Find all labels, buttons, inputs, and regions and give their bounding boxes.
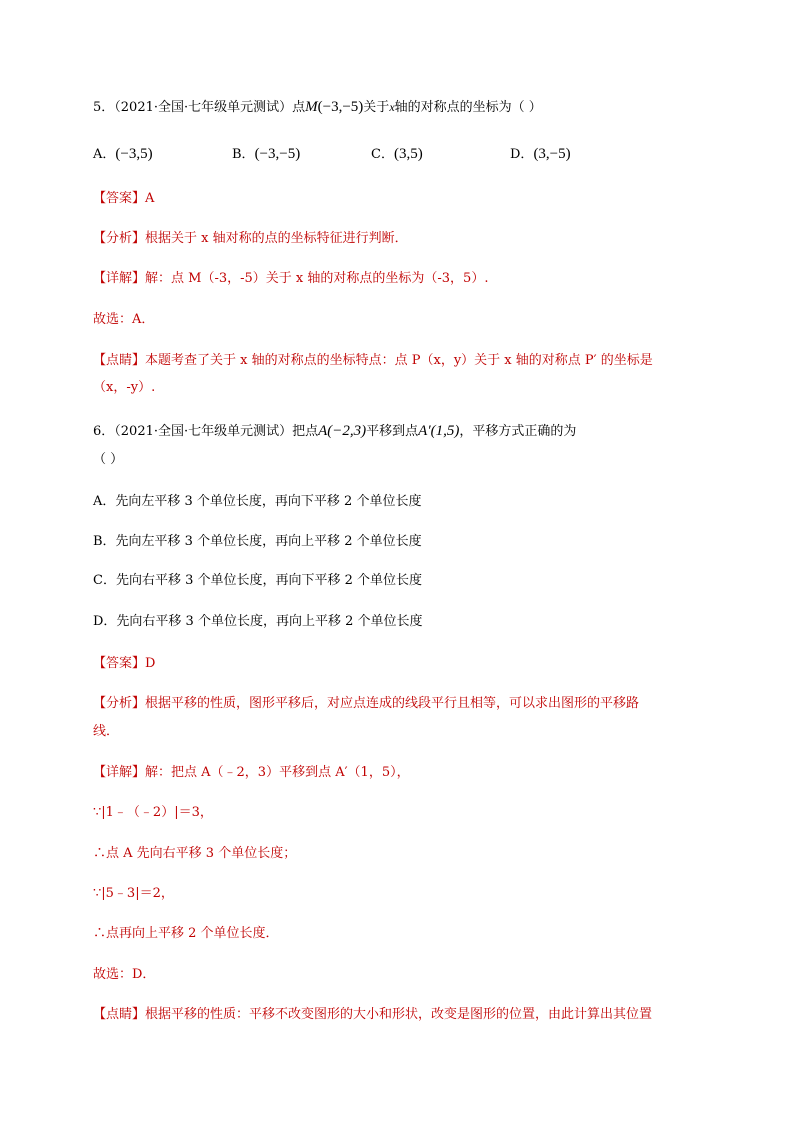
q5-option-c: C．(3,5)	[371, 146, 423, 162]
q5-option-b: B．(−3,−5)	[232, 146, 301, 162]
q5-comment-tag: 【点睛】	[93, 353, 146, 368]
q6-point-a: A(−2,3)	[318, 423, 367, 439]
q5-detail-tag: 【详解】	[93, 271, 146, 286]
q6-stem-prefix: 6．（2021·全国·七年级单元测试）把点	[93, 424, 319, 439]
q5-stem-suffix: 轴的对称点的坐标为（ ）	[394, 100, 542, 115]
q6-detail	[93, 763, 410, 783]
q5-answer-tag: 【答案】	[93, 191, 146, 206]
q6-choose: 故选：D．	[93, 967, 156, 982]
q6-stem	[93, 421, 576, 442]
q6-comment-line1: 根据平移的性质：平移不改变图形的大小和形状，改变是图形的位置，由此计算出其位置	[145, 1007, 653, 1022]
q5-option-d: D．(3,−5)	[510, 146, 571, 162]
q5-detail	[93, 269, 488, 289]
q6-option-c: C．先向右平移 3 个单位长度，再向下平移 2 个单位长度	[93, 573, 423, 588]
q5-stem-prefix: 5．（2021·全国·七年级单元测试）点	[93, 100, 306, 115]
q6-detail-line5: ∴点再向上平移 2 个单位长度．	[93, 926, 279, 941]
q5-analysis-tag: 【分析】	[93, 231, 146, 246]
q6-analysis-line1: 根据平移的性质，图形平移后，对应点连成的线段平行且相等，可以求出图形的平移路	[145, 696, 640, 711]
q6-stem-line2: （ ）	[93, 452, 124, 467]
q5-comment	[93, 351, 653, 371]
q5-stem-mid: 关于	[363, 100, 390, 115]
q6-detail-line3: ∴点 A 先向右平移 3 个单位长度；	[93, 846, 297, 861]
q6-option-d: D．先向右平移 3 个单位长度，再向上平移 2 个单位长度	[93, 614, 423, 629]
q6-detail-line2: ∵|1﹣（﹣2）|＝3，	[93, 805, 213, 820]
q6-detail-tag: 【详解】	[93, 765, 146, 780]
q6-detail-line1: 解：把点 A（﹣2，3）平移到点 A′（1，5），	[145, 765, 410, 780]
q6-option-a: A．先向左平移 3 个单位长度，再向下平移 2 个单位长度	[93, 494, 422, 509]
q5-detail-text: 解：点 M（-3，-5）关于 x 轴的对称点的坐标为（-3，5）.	[145, 271, 489, 286]
q5-point-name: M	[305, 99, 318, 115]
q6-detail-line4: ∵|5﹣3|＝2，	[93, 886, 174, 901]
q6-stem-suffix: ，平移方式正确的为	[459, 424, 577, 439]
q5-option-a: A．(−3,5)	[93, 146, 153, 162]
q5-answer	[93, 189, 154, 209]
q5-comment-line2: （x，-y）.	[93, 380, 156, 395]
q6-analysis-tag: 【分析】	[93, 696, 146, 711]
q6-answer-value: D	[145, 656, 156, 671]
q5-analysis-text: 根据关于 x 轴对称的点的坐标特征进行判断．	[145, 231, 408, 246]
q6-stem-mid: 平移到点	[366, 424, 419, 439]
q6-analysis	[93, 694, 639, 714]
q5-choose: 故选：A．	[93, 312, 155, 327]
q6-analysis-line2: 线．	[93, 724, 120, 739]
q5-analysis	[93, 229, 408, 249]
q5-axis-var: x	[389, 100, 395, 114]
q6-comment-tag: 【点睛】	[93, 1007, 146, 1022]
q6-point-a-prime: A′(1,5)	[418, 423, 460, 439]
q6-answer-tag: 【答案】	[93, 656, 146, 671]
q5-stem	[93, 97, 542, 118]
q5-answer-value: A	[145, 191, 155, 206]
q6-comment	[93, 1005, 652, 1025]
q5-comment-line1: 本题考查了关于 x 轴的对称点的坐标特点：点 P（x，y）关于 x 轴的对称点 P′ 的坐标是	[145, 353, 653, 368]
q5-point-coords: (−3,−5)	[317, 99, 364, 115]
q6-option-b: B．先向左平移 3 个单位长度，再向上平移 2 个单位长度	[93, 534, 422, 549]
q6-answer	[93, 654, 155, 674]
